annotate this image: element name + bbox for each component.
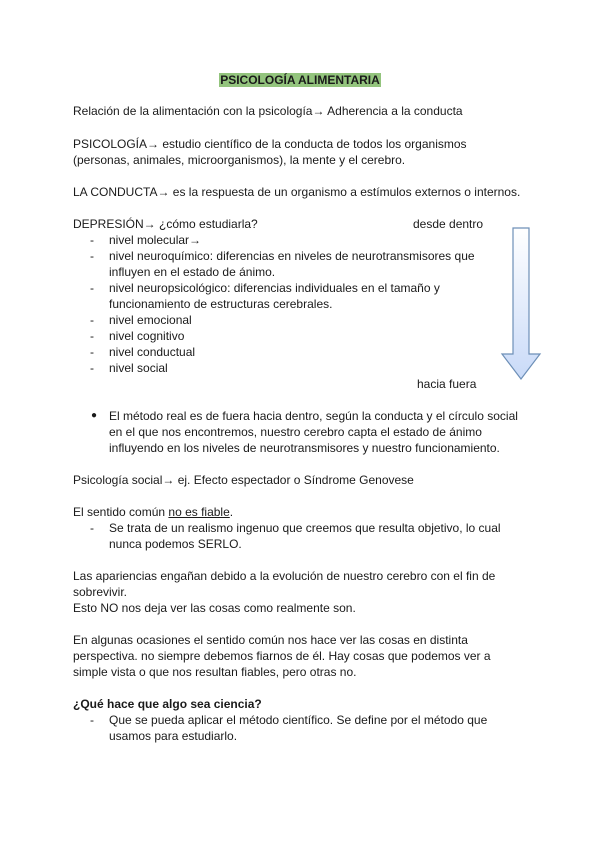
bullet-text-line: influyendo en los niveles de neurotransmisores y nuestro funcionamiento. — [109, 441, 500, 455]
list-dash: - — [90, 329, 94, 343]
psicologia-definition-line-2: (personas, animales, microorganismos), la mente y el cerebro. — [73, 153, 406, 167]
list-dash: - — [90, 281, 94, 295]
list-item: nivel social — [109, 361, 168, 375]
list-dash: - — [90, 233, 94, 247]
sentido-comun-line — [73, 504, 233, 520]
ocasiones-line: simple vista o que nos resultan fiables, pero otras no. — [73, 665, 357, 679]
sentido-prefix: El sentido común — [73, 505, 169, 519]
apariencias-line: sobrevivir. — [73, 585, 128, 599]
from-inside-label: desde dentro — [413, 217, 484, 231]
sentido-underlined: no es fiable — [168, 505, 230, 519]
list-item: nivel molecular→ — [109, 233, 202, 247]
list-item: nivel neuroquímico: diferencias en niveles de neurotransmisores que — [109, 249, 475, 263]
apariencias-line: Esto NO nos deja ver las cosas como realmente son. — [73, 601, 356, 615]
conducta-definition: LA CONDUCTA→ es la respuesta de un organismo a estímulos externos o internos. — [73, 185, 521, 199]
list-dash: - — [90, 521, 94, 535]
sentido-suffix: . — [229, 505, 234, 519]
sentido-detail-line: nunca podemos SERLO. — [109, 537, 242, 551]
ciencia-answer-line: Que se pueda aplicar el método científico. Se define por el método que — [109, 713, 488, 727]
psicologia-definition-line-1: PSICOLOGÍA→ estudio científico de la conducta de todos los organismos — [73, 137, 467, 151]
sentido-detail-line: Se trata de un realismo ingenuo que creemos que resulta objetivo, lo cual — [109, 521, 501, 535]
ocasiones-line: En algunas ocasiones el sentido común nos hace ver las cosas en distinta — [73, 633, 468, 647]
bullet-text-line: en el que nos encontremos, nuestro cerebro capta el estado de ánimo — [109, 425, 482, 439]
ciencia-answer-line: usamos para estudiarlo. — [109, 729, 238, 743]
down-arrow-icon — [500, 226, 542, 382]
bullet-dot: ● — [91, 410, 98, 421]
list-item-continuation: funcionamiento de estructuras cerebrales. — [109, 297, 333, 311]
list-dash: - — [90, 713, 94, 727]
intro-text: Relación de la alimentación con la psicología→ Adherencia a la conducta — [73, 104, 463, 118]
list-item: nivel neuropsicológico: diferencias individuales en el tamaño y — [109, 281, 440, 295]
bullet-text-line: El método real es de fuera hacia dentro, según la conducta y el círculo social — [109, 409, 518, 423]
list-dash: - — [90, 313, 94, 327]
depresion-heading: DEPRESIÓN→ ¿cómo estudiarla? — [73, 217, 258, 231]
title-highlight: PSICOLOGÍA ALIMENTARIA — [220, 73, 380, 87]
list-item-continuation: influyen en el estado de ánimo. — [109, 265, 276, 279]
list-dash: - — [90, 345, 94, 359]
list-item: nivel emocional — [109, 313, 192, 327]
list-dash: - — [90, 249, 94, 263]
list-item: nivel cognitivo — [109, 329, 185, 343]
to-outside-label: hacia fuera — [417, 377, 477, 391]
list-item: nivel conductual — [109, 345, 196, 359]
ciencia-question: ¿Qué hace que algo sea ciencia? — [73, 697, 262, 711]
list-dash: - — [90, 361, 94, 375]
psicologia-social-line: Psicología social→ ej. Efecto espectador o Síndrome Genovese — [73, 473, 414, 487]
page-title — [0, 72, 600, 88]
apariencias-line: Las apariencias engañan debido a la evolución de nuestro cerebro con el fin de — [73, 569, 496, 583]
ocasiones-line: perspectiva. no siempre debemos fiarnos de él. Hay cosas que podemos ver a — [73, 649, 491, 663]
